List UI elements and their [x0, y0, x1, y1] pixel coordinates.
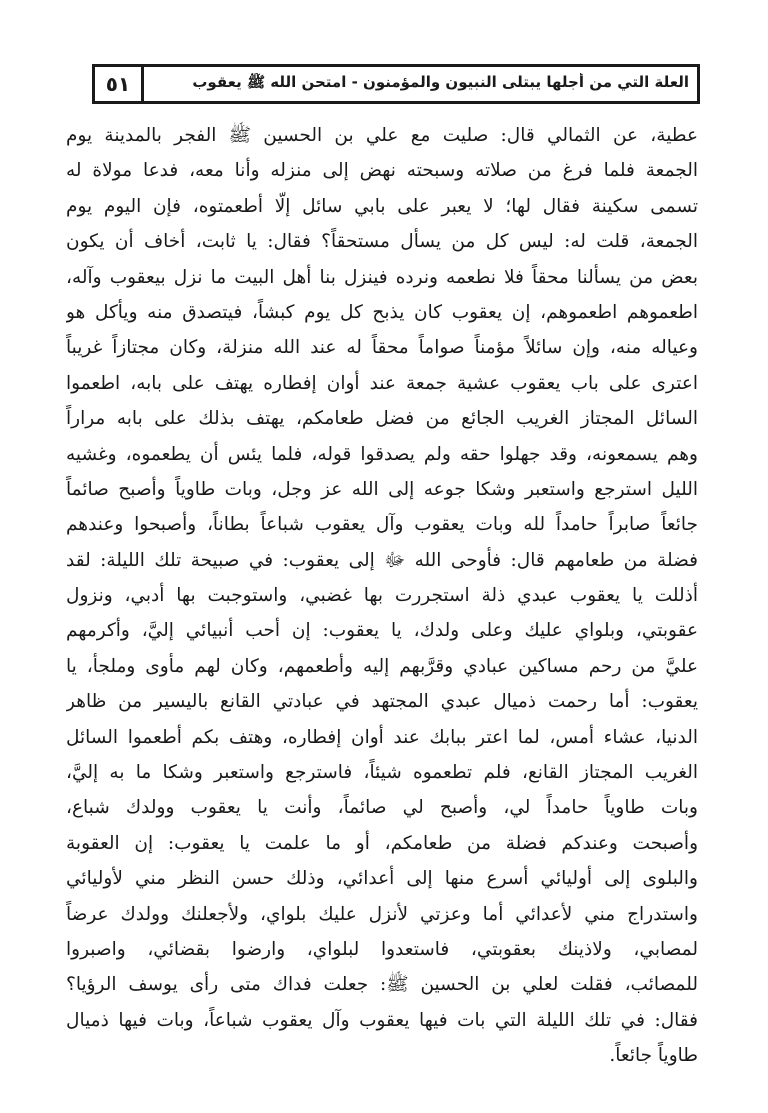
text-line: للمصائب، فقلت لعلي بن الحسين ﷺ: جعلت فداك متى رأى يوسف الرؤيا؟	[66, 974, 698, 996]
text-line: أذللت يا يعقوب عبدي ذلة استجررت بها غضبي، واستوجبت بها أدبي، ونزول	[66, 585, 698, 607]
text-line: اعترى على باب يعقوب عشية جمعة عند أوان إفطاره يهتف على بابه، اطعموا	[66, 372, 698, 394]
text-line: بعض من يسألنا محقاً فلا نطعمه ونرده فينزل بنا أهل البيت ما نزل بيعقوب وآله،	[66, 266, 698, 288]
text-line: الجمعة فلما فرغ من صلاته وسبحته نهض إلى منزله وأنا معه، فدعا مولاة له	[66, 160, 698, 182]
text-line: الغريب المجتاز القانع، فلم تطعموه شيئاً، فاسترجع واستعبر وشكا ما به إليَّ،	[66, 762, 698, 784]
text-line: يعقوب: أما رحمت ذميال عبدي المجتهد في عبادتي القانع باليسير من ظاهر	[66, 691, 698, 713]
text-line: عطية، عن الثمالي قال: صليت مع علي بن الحسين ﷺ الفجر بالمدينة يوم	[66, 125, 698, 146]
text-line: وأصبحت وعندكم فضلة من طعامكم، أو ما علمت يا يعقوب: إن العقوبة	[66, 832, 698, 854]
text-line: وعياله منه، وإن سائلاً مؤمناً صواماً محقاً له عند الله منزلة، وكان مجتازاً غريباً	[66, 337, 698, 359]
text-line: جائعاً صابراً حامداً لله وبات يعقوب وآل يعقوب شباعاً بطاناً، وأصبحوا وعندهم	[66, 514, 698, 536]
text-line: والبلوى إلى أوليائي أسرع منها إلى أعدائي، وذلك حسن النظر مني لأوليائي	[66, 868, 698, 890]
running-title: العلة التي من أجلها يبتلى النبيون والمؤمنون - امتحن الله ﷺ يعقوب	[192, 73, 689, 91]
text-line: طاوياً جائعاً.	[609, 1045, 698, 1067]
text-line: السائل المجتاز الغريب الجائع من فضل طعامكم، يهتف بذلك على بابه مراراً	[66, 408, 698, 430]
text-line: اطعموهم اطعموهم، إن يعقوب كان يذبح كل يوم كبشاً، فيتصدق منه ويأكل هو	[66, 301, 698, 323]
text-line: الدنيا، عشاء أمس، لما اعتر ببابك عند أوان إفطاره، وهتف بكم أطعموا السائل	[66, 726, 698, 748]
body-text	[66, 118, 698, 1074]
text-line: الجمعة، قلت له: ليس كل من يسأل مستحقاً؟ فقال: يا ثابت، أخاف أن يكون	[66, 231, 698, 253]
text-line: لمصابي، ولاذينك بعقوبتي، فاستعدوا لبلواي، وارضوا بقضائي، واصبروا	[66, 938, 698, 960]
text-line: فضلة من طعامهم قال: فأوحى الله ﷻ إلى يعقوب: في صبيحة تلك الليلة: لقد	[66, 549, 698, 571]
page-header	[92, 64, 700, 104]
text-line: عليَّ من رحم مساكين عبادي وقرَّبهم إليه وأطعمهم، وكان لهم مأوى وملجأ، يا	[66, 655, 698, 677]
text-line: وهم يسمعونه، وقد جهلوا حقه ولم يصدقوا قوله، فلما يئس أن يطعموه، وغشيه	[66, 443, 698, 465]
text-line: تسمى سكينة فقال لها؛ لا يعبر على بابي سائل إلّا أطعمتوه، فإن اليوم يوم	[66, 195, 698, 217]
text-line: واستدراج مني لأعدائي أما وعزتي لأنزل عليك بلواي، ولأجعلنك وولدك عرضاً	[66, 903, 698, 925]
text-line: الليل استرجع واستعبر وشكا جوعه إلى الله عز وجل، وبات طاوياً وأصبح صائماً	[66, 478, 698, 500]
text-line: عقوبتي، وبلواي عليك وعلى ولدك، يا يعقوب: إن أحب أنبيائي إليَّ، وأكرمهم	[66, 620, 698, 642]
page-number: ٥١	[92, 67, 144, 101]
text-line: فقال: في تلك الليلة التي بات فيها يعقوب وآل يعقوب شباعاً، وبات فيها ذميال	[66, 1009, 698, 1031]
text-line: وبات طاوياً حامداً لي، وأصبح لي صائماً، وأنت يا يعقوب وولدك شباع،	[66, 797, 698, 819]
